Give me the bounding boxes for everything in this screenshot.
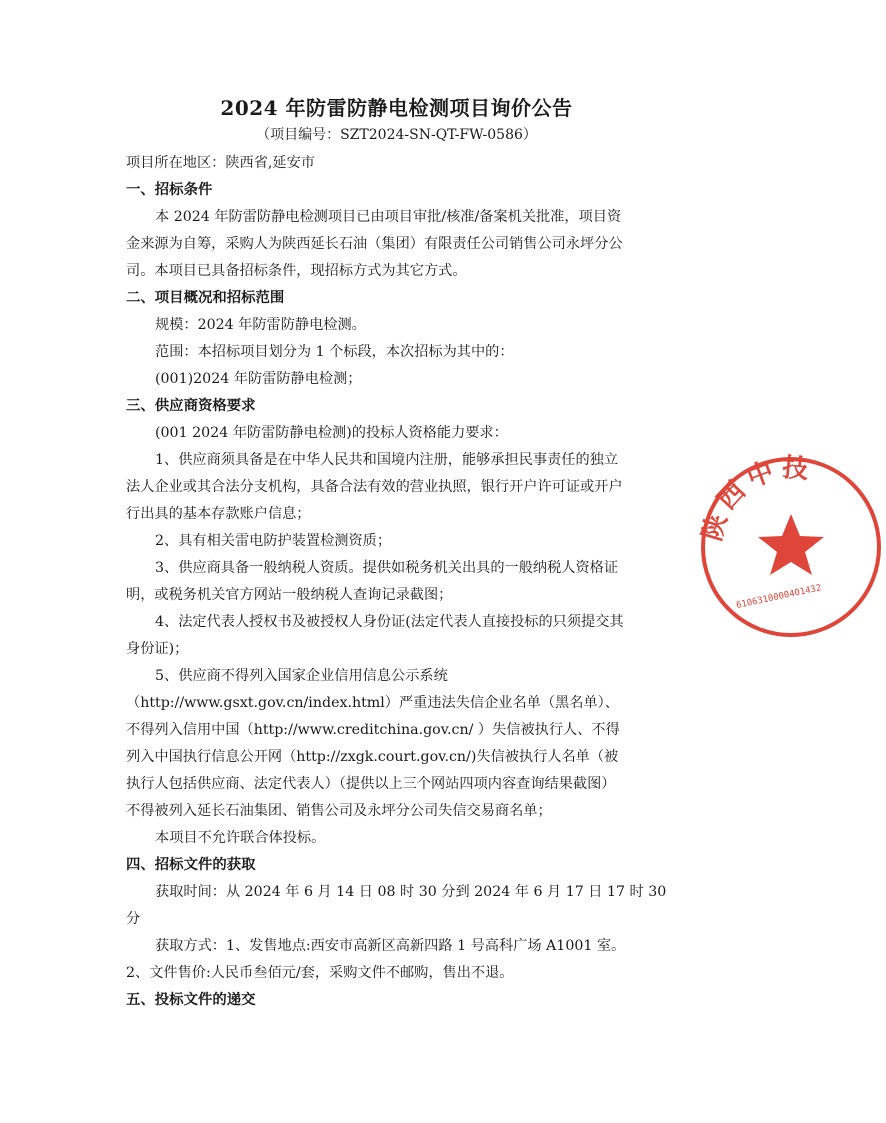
paragraph-line: 获取方式：1、发售地点:西安市高新区高新四路 1 号高科广场 A1001 室。 bbox=[155, 938, 626, 954]
seal-text: 陕西中技 bbox=[697, 452, 816, 545]
section-heading-5: 五、投标文件的递交 bbox=[126, 991, 256, 1008]
paragraph-line: 3、供应商具备一般纳税人资质。提供如税务机关出具的一般纳税人资格证 bbox=[155, 560, 619, 576]
section-heading-4: 四、招标文件的获取 bbox=[126, 856, 256, 873]
project-region: 项目所在地区：陕西省,延安市 bbox=[126, 155, 315, 171]
paragraph-line: 范围：本招标项目划分为 1 个标段，本次招标为其中的： bbox=[155, 344, 514, 360]
paragraph-line: 2、文件售价:人民币叁佰元/套，采购文件不邮购，售出不退。 bbox=[126, 965, 514, 981]
paragraph-line: 金来源为自筹，采购人为陕西延长石油（集团）有限责任公司销售公司永坪分公 bbox=[126, 236, 623, 252]
paragraph-line: 5、供应商不得列入国家企业信用信息公示系统 bbox=[155, 668, 448, 684]
seal-serial: 6106310000401432 bbox=[735, 583, 823, 612]
paragraph-line: 本项目不允许联合体投标。 bbox=[155, 830, 326, 846]
paragraph-line: 2、具有相关雷电防护装置检测资质； bbox=[155, 533, 392, 549]
paragraph-line: 分 bbox=[126, 911, 141, 927]
document-title: 2024 年防雷防静电检测项目询价公告 bbox=[220, 96, 573, 120]
section-heading-2: 二、项目概况和招标范围 bbox=[126, 289, 285, 306]
section-heading-1: 一、招标条件 bbox=[126, 181, 213, 198]
section-heading-3: 三、供应商资格要求 bbox=[126, 397, 256, 414]
paragraph-line: 本 2024 年防雷防静电检测项目已由项目审批/核准/备案机关批准，项目资 bbox=[155, 209, 622, 225]
paragraph-line: (001 2024 年防雷防静电检测)的投标人资格能力要求： bbox=[155, 425, 508, 441]
company-seal-stamp bbox=[696, 452, 886, 642]
paragraph-line: 规模：2024 年防雷防静电检测。 bbox=[155, 317, 366, 333]
paragraph-line: 4、法定代表人授权书及被授权人身份证(法定代表人直接投标的只须提交其 bbox=[155, 614, 624, 630]
paragraph-line: 司。本项目已具备招标条件，现招标方式为其它方式。 bbox=[126, 263, 467, 279]
project-number: （项目编号：SZT2024-SN-QT-FW-0586） bbox=[256, 127, 537, 143]
paragraph-line: 获取时间：从 2024 年 6 月 14 日 08 时 30 分到 2024 年 6 月 17 日 17 时 30 bbox=[155, 884, 667, 900]
paragraph-line: 身份证)； bbox=[126, 641, 189, 657]
paragraph-line: 执行人包括供应商、法定代表人）（提供以上三个网站四项内容查询结果截图） bbox=[126, 776, 616, 792]
paragraph-line: （http://www.gsxt.gov.cn/index.html）严重违法失信企业名单（黑名单）、 bbox=[126, 695, 619, 711]
paragraph-line: 列入中国执行信息公开网（http://zxgk.court.gov.cn/)失信被执行人名单（被 bbox=[126, 749, 619, 765]
paragraph-line: 不得被列入延长石油集团、销售公司及永坪分公司失信交易商名单； bbox=[126, 803, 552, 819]
paragraph-line: 法人企业或其合法分支机构，具备合法有效的营业执照，银行开户许可证或开户 bbox=[126, 479, 623, 495]
paragraph-line: 不得列入信用中国（http://www.creditchina.gov.cn/ ）失信被执行人、不得 bbox=[126, 722, 620, 738]
paragraph-line: 明，或税务机关官方网站一般纳税人查询记录截图； bbox=[126, 587, 453, 603]
paragraph-line: 1、供应商须具备是在中华人民共和国境内注册，能够承担民事责任的独立 bbox=[155, 452, 619, 468]
seal-star-icon bbox=[758, 514, 824, 575]
paragraph-line: 行出具的基本存款账户信息； bbox=[126, 506, 311, 522]
paragraph-line: (001)2024 年防雷防静电检测； bbox=[155, 371, 362, 387]
